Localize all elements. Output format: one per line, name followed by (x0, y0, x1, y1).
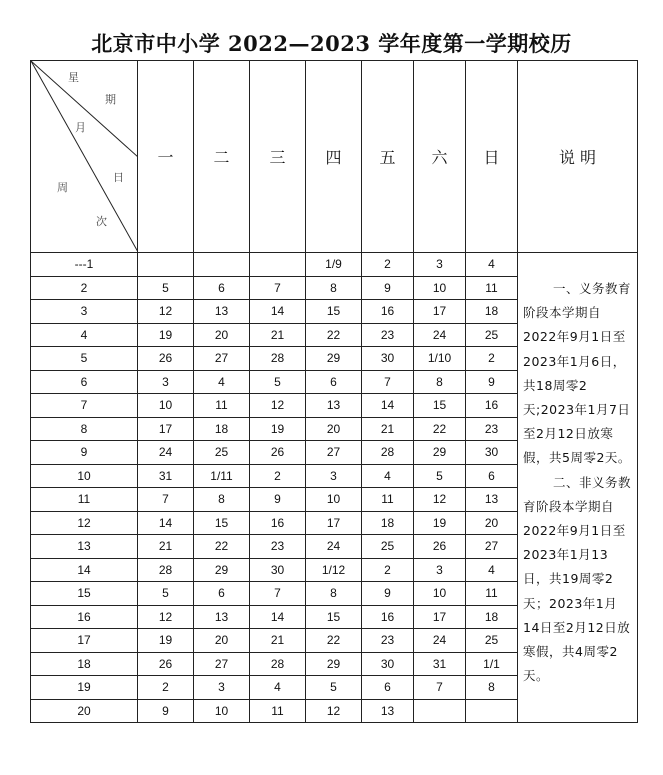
date-cell: 6 (466, 464, 518, 488)
day-header: 日 (466, 61, 518, 253)
date-cell: 2 (362, 558, 414, 582)
date-cell: 21 (362, 417, 414, 441)
date-cell: 21 (250, 629, 306, 653)
week-number: 18 (31, 652, 138, 676)
date-cell: 18 (362, 511, 414, 535)
date-cell: 13 (194, 300, 250, 324)
note-paragraph: 二、非义务教育阶段本学期自2022年9月1日至2023年1月13日，共19周零2天；2023年1月14日至2月12日放寒假，共4周零2天。 (523, 474, 632, 684)
date-cell: 15 (414, 394, 466, 418)
date-cell: 24 (414, 629, 466, 653)
page-title: 北京市中小学 2022—2023 学年度第一学期校历 (91, 31, 572, 56)
date-cell: 5 (306, 676, 362, 700)
week-number: 8 (31, 417, 138, 441)
date-cell: 27 (194, 347, 250, 371)
date-cell: 7 (138, 488, 194, 512)
week-number: 9 (31, 441, 138, 465)
date-cell: 16 (362, 605, 414, 629)
date-cell: 26 (414, 535, 466, 559)
date-cell: 23 (362, 629, 414, 653)
date-cell: 19 (414, 511, 466, 535)
date-cell: 23 (466, 417, 518, 441)
date-cell: 10 (194, 699, 250, 723)
date-cell: 7 (362, 370, 414, 394)
date-cell: 7 (250, 276, 306, 300)
date-cell: 31 (138, 464, 194, 488)
calendar-table (30, 60, 638, 723)
date-cell: 2 (250, 464, 306, 488)
date-cell: 11 (362, 488, 414, 512)
date-cell: 5 (138, 276, 194, 300)
date-cell: 4 (194, 370, 250, 394)
week-number: 3 (31, 300, 138, 324)
date-cell: 8 (414, 370, 466, 394)
week-number: 2 (31, 276, 138, 300)
date-cell: 12 (306, 699, 362, 723)
date-cell: 18 (466, 300, 518, 324)
date-cell: 30 (250, 558, 306, 582)
date-cell: 22 (306, 323, 362, 347)
date-cell: 11 (466, 276, 518, 300)
date-cell: 4 (466, 558, 518, 582)
date-cell: 10 (414, 582, 466, 606)
date-cell: 14 (250, 605, 306, 629)
date-cell: 16 (466, 394, 518, 418)
date-cell: 5 (138, 582, 194, 606)
date-cell: 5 (250, 370, 306, 394)
diagonal-lines (31, 61, 138, 252)
diagonal-header-cell (31, 61, 138, 253)
label-qi: 期 (105, 93, 116, 106)
date-cell: 14 (362, 394, 414, 418)
date-cell: 3 (414, 558, 466, 582)
date-cell: 30 (362, 652, 414, 676)
date-cell: 26 (138, 347, 194, 371)
date-cell: 26 (138, 652, 194, 676)
date-cell: 14 (250, 300, 306, 324)
date-cell: 8 (194, 488, 250, 512)
date-cell: 1/1 (466, 652, 518, 676)
notes-header: 说 明 (518, 61, 638, 253)
date-cell: 12 (250, 394, 306, 418)
date-cell: 29 (414, 441, 466, 465)
week-number: 15 (31, 582, 138, 606)
date-cell: 29 (194, 558, 250, 582)
label-zhou: 周 (57, 181, 68, 194)
date-cell: 15 (194, 511, 250, 535)
date-cell: 17 (138, 417, 194, 441)
date-cell: 24 (138, 441, 194, 465)
date-cell: 3 (306, 464, 362, 488)
date-cell: 20 (466, 511, 518, 535)
date-cell: 6 (194, 276, 250, 300)
date-cell: 13 (466, 488, 518, 512)
date-cell: 9 (138, 699, 194, 723)
date-cell: 11 (250, 699, 306, 723)
week-number: 11 (31, 488, 138, 512)
date-cell: 29 (306, 652, 362, 676)
date-cell: 23 (362, 323, 414, 347)
date-cell: 2 (466, 347, 518, 371)
date-cell: 25 (362, 535, 414, 559)
date-cell: 2 (362, 253, 414, 277)
date-cell: 31 (414, 652, 466, 676)
date-cell: 13 (362, 699, 414, 723)
date-cell: 1/11 (194, 464, 250, 488)
day-header: 一 (138, 61, 194, 253)
date-cell (138, 253, 194, 277)
label-ci: 次 (96, 215, 107, 228)
date-cell: 6 (194, 582, 250, 606)
date-cell: 26 (250, 441, 306, 465)
date-cell: 6 (362, 676, 414, 700)
date-cell: 19 (138, 629, 194, 653)
date-cell: 24 (306, 535, 362, 559)
week-number: 12 (31, 511, 138, 535)
date-cell: 4 (362, 464, 414, 488)
date-cell: 21 (138, 535, 194, 559)
day-header: 四 (306, 61, 362, 253)
date-cell: 15 (306, 605, 362, 629)
date-cell: 13 (194, 605, 250, 629)
date-cell: 7 (250, 582, 306, 606)
day-header: 二 (194, 61, 250, 253)
date-cell: 10 (414, 276, 466, 300)
week-number: 16 (31, 605, 138, 629)
date-cell: 2 (138, 676, 194, 700)
week-number: 13 (31, 535, 138, 559)
date-cell: 28 (250, 652, 306, 676)
week-number: 7 (31, 394, 138, 418)
week-number: 5 (31, 347, 138, 371)
date-cell: 25 (194, 441, 250, 465)
week-number: 19 (31, 676, 138, 700)
date-cell: 1/12 (306, 558, 362, 582)
date-cell (414, 699, 466, 723)
label-yue: 月 (75, 121, 86, 134)
date-cell: 25 (466, 323, 518, 347)
label-xing: 星 (68, 71, 79, 84)
date-cell: 10 (306, 488, 362, 512)
date-cell: 4 (250, 676, 306, 700)
date-cell: 8 (306, 582, 362, 606)
date-cell: 5 (414, 464, 466, 488)
date-cell: 28 (362, 441, 414, 465)
date-cell: 6 (306, 370, 362, 394)
date-cell: 27 (194, 652, 250, 676)
date-cell: 30 (362, 347, 414, 371)
date-cell: 4 (466, 253, 518, 277)
date-cell: 13 (306, 394, 362, 418)
date-cell: 8 (306, 276, 362, 300)
week-number: 20 (31, 699, 138, 723)
date-cell: 22 (414, 417, 466, 441)
date-cell: 14 (138, 511, 194, 535)
date-cell: 10 (138, 394, 194, 418)
date-cell: 28 (250, 347, 306, 371)
date-cell: 11 (466, 582, 518, 606)
label-ri: 日 (113, 171, 124, 184)
header-row (31, 61, 638, 253)
date-cell: 3 (414, 253, 466, 277)
date-cell: 8 (466, 676, 518, 700)
day-header: 五 (362, 61, 414, 253)
day-header: 六 (414, 61, 466, 253)
date-cell: 15 (306, 300, 362, 324)
date-cell (466, 699, 518, 723)
date-cell: 1/10 (414, 347, 466, 371)
date-cell: 19 (138, 323, 194, 347)
week-number: 6 (31, 370, 138, 394)
date-cell: 11 (194, 394, 250, 418)
date-cell: 17 (414, 605, 466, 629)
week-number: 14 (31, 558, 138, 582)
date-cell: 16 (362, 300, 414, 324)
date-cell: 12 (138, 300, 194, 324)
date-cell (194, 253, 250, 277)
date-cell: 22 (194, 535, 250, 559)
date-cell: 9 (250, 488, 306, 512)
date-cell: 18 (194, 417, 250, 441)
table-row (31, 253, 638, 277)
date-cell: 28 (138, 558, 194, 582)
date-cell: 12 (138, 605, 194, 629)
date-cell: 3 (138, 370, 194, 394)
date-cell: 18 (466, 605, 518, 629)
note-paragraph: 一、义务教育阶段本学期自2022年9月1日至2023年1月6日，共18周零2天;2023年1月7日至2月12日放寒假，共5周零2天。 (523, 281, 632, 466)
date-cell: 17 (306, 511, 362, 535)
date-cell: 27 (466, 535, 518, 559)
date-cell (250, 253, 306, 277)
date-cell: 20 (306, 417, 362, 441)
date-cell: 1/9 (306, 253, 362, 277)
date-cell: 27 (306, 441, 362, 465)
date-cell: 29 (306, 347, 362, 371)
day-header: 三 (250, 61, 306, 253)
date-cell: 25 (466, 629, 518, 653)
notes-cell (518, 253, 638, 723)
week-number: ---1 (31, 253, 138, 277)
date-cell: 30 (466, 441, 518, 465)
date-cell: 9 (466, 370, 518, 394)
date-cell: 20 (194, 629, 250, 653)
date-cell: 17 (414, 300, 466, 324)
date-cell: 21 (250, 323, 306, 347)
date-cell: 12 (414, 488, 466, 512)
date-cell: 9 (362, 276, 414, 300)
week-number: 10 (31, 464, 138, 488)
date-cell: 3 (194, 676, 250, 700)
date-cell: 24 (414, 323, 466, 347)
week-number: 4 (31, 323, 138, 347)
week-number: 17 (31, 629, 138, 653)
date-cell: 7 (414, 676, 466, 700)
date-cell: 22 (306, 629, 362, 653)
date-cell: 9 (362, 582, 414, 606)
date-cell: 19 (250, 417, 306, 441)
date-cell: 20 (194, 323, 250, 347)
date-cell: 23 (250, 535, 306, 559)
date-cell: 16 (250, 511, 306, 535)
